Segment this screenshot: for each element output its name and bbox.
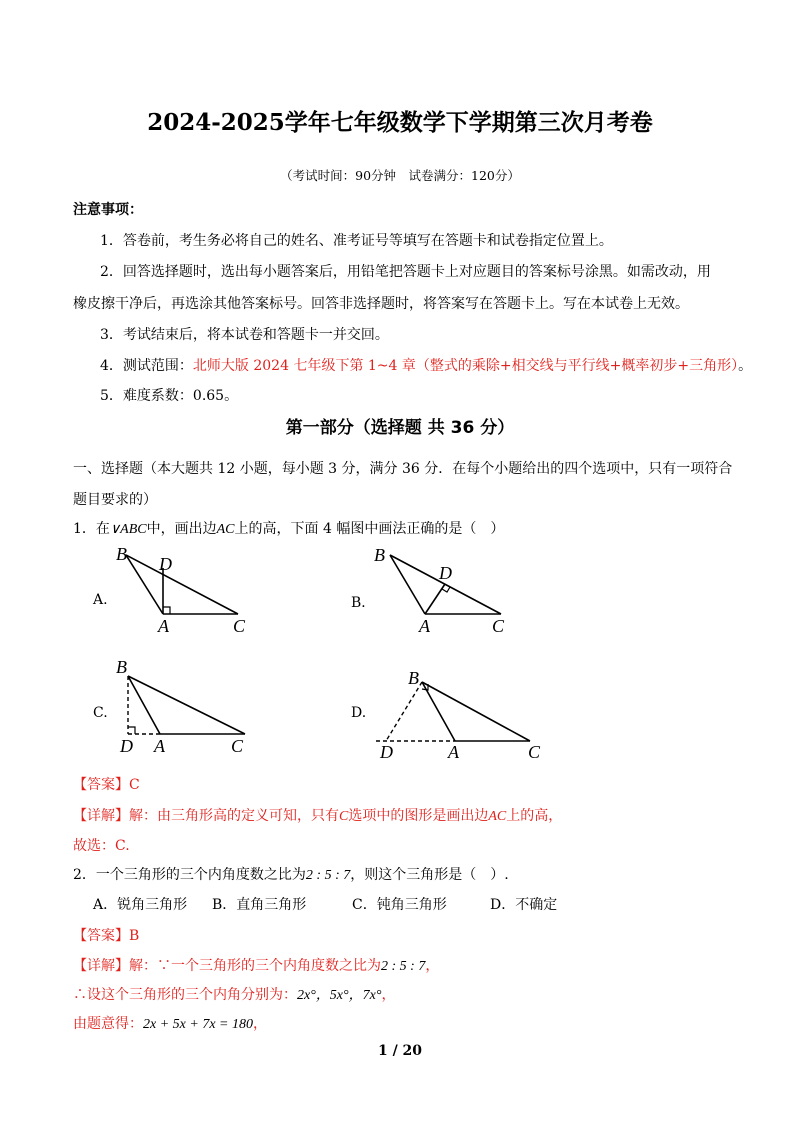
label-b: B <box>116 544 127 564</box>
q2-detail-line2: ∴设这个三角形的三个内角分别为：2x°，5x°，7x°， <box>73 987 396 1003</box>
q2-option-d: D．不确定 <box>490 897 558 913</box>
label-c: C <box>231 736 244 755</box>
section-intro-line1: 一、选择题（本大题共 12 小题，每小题 3 分，满分 36 分．在每个小题给出的四个选项中，只有一项符合 <box>73 461 733 477</box>
q1-figure-c <box>108 655 258 755</box>
label-d: D <box>439 563 452 583</box>
q1-conclusion: 故选：C. <box>73 838 130 854</box>
label-c: C <box>233 616 246 636</box>
q2-detail-line3: 由题意得：2x + 5x + 7x = 180， <box>73 1016 267 1032</box>
q1-stem: 1．在∨ABC中，画出边AC上的高，下面 4 幅图中画法正确的是（ ） <box>73 521 505 537</box>
notice-item-4: 4．测试范围：北师大版 2024 七年级下第 1~4 章（整式的乘除+相交线与平行线+概率初步+三角形）。 <box>100 358 753 374</box>
q1-option-c-label: C. <box>93 705 108 721</box>
q2-option-b: B．直角三角形 <box>212 897 307 913</box>
label-b: B <box>374 545 385 565</box>
notice-item-2a: 2．回答选择题时，选出每小题答案后，用铅笔把答题卡上对应题目的答案标号涂黑。如需改动，用 <box>100 264 711 280</box>
label-a: A <box>158 616 169 636</box>
q2-option-c: C．钝角三角形 <box>352 897 447 913</box>
q1-figure-d <box>370 662 550 762</box>
q1-detail: 【详解】解：由三角形高的定义可知，只有C选项中的图形是画出边AC上的高， <box>73 808 563 824</box>
label-a: A <box>448 742 459 762</box>
label-b: B <box>116 657 127 677</box>
label-a: A <box>154 736 165 755</box>
page-number: 1 / 20 <box>377 1043 423 1059</box>
label-d: D <box>120 736 133 755</box>
q1-figure-a <box>108 543 258 638</box>
page-title: 2024-2025学年七年级数学下学期第三次月考卷 <box>147 109 653 136</box>
notice-item-5: 5．难度系数：0.65。 <box>100 388 239 404</box>
label-d: D <box>159 554 172 574</box>
label-c: C <box>528 742 541 762</box>
label-b: B <box>408 668 419 688</box>
section-intro-line2: 题目要求的） <box>73 492 157 508</box>
q1-figure-b <box>368 543 518 638</box>
notice-item-2b: 橡皮擦干净后，再选涂其他答案标号。回答非选择题时，将答案写在答题卡上。写在本试卷上无效。 <box>73 296 689 312</box>
q2-stem: 2．一个三角形的三个内角度数之比为2 : 5 : 7，则这个三角形是（ ）. <box>73 867 509 883</box>
q2-detail: 【详解】解：∵一个三角形的三个内角度数之比为2 : 5 : 7， <box>73 958 440 974</box>
label-c: C <box>492 616 505 636</box>
q1-option-d-label: D. <box>351 705 367 721</box>
q1-option-b-label: B． <box>351 595 376 611</box>
label-d: D <box>380 742 393 762</box>
notice-heading: 注意事项： <box>73 202 143 218</box>
label-a: A <box>419 616 430 636</box>
q1-option-a-label: A. <box>93 592 108 608</box>
section-title: 第一部分（选择题 共 36 分） <box>285 418 515 438</box>
q1-answer: 【答案】C <box>73 777 140 793</box>
q2-option-a: A．锐角三角形 <box>93 897 188 913</box>
notice-item-1: 1．答卷前，考生务必将自己的姓名、准考证号等填写在答题卡和试卷指定位置上。 <box>100 233 613 249</box>
q2-answer: 【答案】B <box>73 928 140 944</box>
exam-info: （考试时间：90分钟 试卷满分：120分） <box>280 168 520 183</box>
notice-item-3: 3．考试结束后，将本试卷和答题卡一并交回。 <box>100 327 389 343</box>
